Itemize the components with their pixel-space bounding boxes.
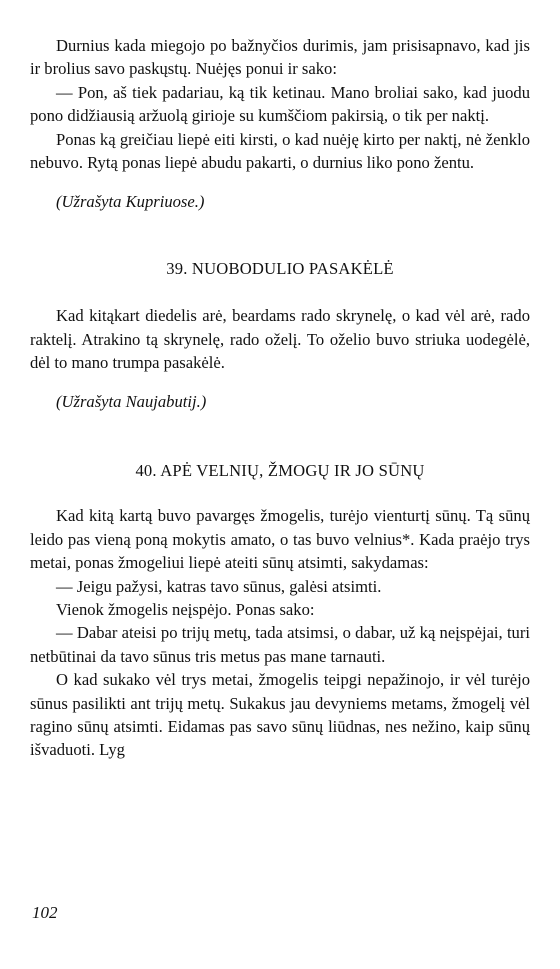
paragraph: — Dabar ateisi po trijų metų, tada atsimsi, o dabar, už ką neįspėjai, turi netbūtinai da tavo sūnus tris metus pas mane tarnauti.: [30, 623, 530, 666]
source-note: (Užrašyta Kupriuose.): [56, 192, 205, 212]
section-heading: 39. NUOBODULIO PASAKĖLĖ: [166, 258, 394, 278]
paragraph: Kad kitą kartą buvo pavargęs žmogelis, turėjo vienturtį sūnų. Tą sūnų leido pas vieną poną mokytis amato, o tas buvo velnius*. Kada praėjo trys metai, ponas žmogeliui liepė ateiti sūnų atsimti, sakydamas:: [30, 506, 530, 573]
paragraph: Durnius kada miegojo po bažnyčios durimis, jam prisisapnavo, kad jis ir brolius savo paskųstų. Nuėjęs ponui ir sako:: [30, 36, 530, 79]
page-number: 102: [32, 903, 58, 922]
paragraph: — Pon, aš tiek padariau, ką tik ketinau. Mano broliai sako, kad juodu pono didžiausią aržuolą girioje su kumščiom pakirsią, o tik per naktį.: [30, 82, 530, 126]
source-note: (Užrašyta Naujabutij.): [56, 392, 207, 412]
section-heading: 40. APĖ VELNIŲ, ŽMOGŲ IR JO SŪNŲ: [135, 460, 425, 480]
paragraph: Vienok žmogelis neįspėjo. Ponas sako:: [56, 599, 315, 619]
paragraph: — Jeigu pažysi, katras tavo sūnus, galėsi atsimti.: [56, 576, 382, 596]
paragraph: Ponas ką greičiau liepė eiti kirsti, o kad nuėję kirto per naktį, nė ženklo nebuvo. Rytą ponas liepė abudu pakarti, o durnius liko pono žentu.: [30, 129, 530, 173]
page-content: [30, 34, 530, 762]
paragraph: O kad sukako vėl trys metai, žmogelis teipgi nepažinojo, ir vėl turėjo sūnus pasilikti ant trijų metų. Sukakus jau devyniems metams, žmogelį vėl ragino sūnų atsimti. Eidamas pas savo sūnų liūdnas, nes nežino, kaip sūnų išvaduoti. Lyg: [30, 670, 530, 760]
paragraph: Kad kitąkart diedelis arė, beardams rado skrynelę, o kad vėl arė, rado raktelį. Atrakino tą skrynelę, rado oželį. To oželio buvo striuka uodegėlė, dėl to mano trumpa pasakėlė.: [30, 306, 530, 373]
